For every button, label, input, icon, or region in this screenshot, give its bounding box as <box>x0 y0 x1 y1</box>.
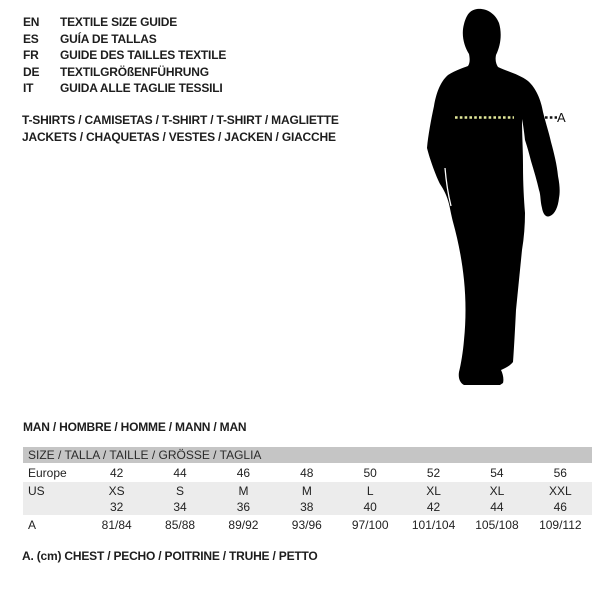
table-cell: 46 <box>553 500 567 514</box>
table-row-us-numeric <box>23 499 592 515</box>
table-cell: 89/92 <box>228 517 259 532</box>
table-cell: 36 <box>236 500 251 514</box>
table-cell: 54 <box>490 465 504 480</box>
table-cell: S <box>176 483 185 498</box>
table-cell: 38 <box>300 500 314 514</box>
table-cell: 109/112 <box>539 517 582 532</box>
row-label: Europe <box>28 465 67 480</box>
category-tshirts: T-SHIRTS / CAMISETAS / T-SHIRT / T-SHIRT / MAGLIETTE <box>22 113 339 127</box>
row-label: US <box>28 483 45 498</box>
table-cell: XL <box>426 483 441 498</box>
table-cell: L <box>366 483 374 498</box>
category-jackets: JACKETS / CHAQUETAS / VESTES / JACKEN / GIACCHE <box>22 129 336 144</box>
language-row-it <box>23 80 226 97</box>
table-row-chest-cm <box>23 515 592 534</box>
language-code: EN <box>23 15 40 29</box>
table-cell: 85/88 <box>165 517 196 532</box>
table-cell: 101/104 <box>411 517 456 532</box>
language-row-de <box>23 64 226 81</box>
table-row-europe <box>23 463 592 482</box>
table-cell: XS <box>108 483 125 498</box>
size-table-header: SIZE / TALLA / TAILLE / GRÖSSE / TAGLIA <box>23 447 592 463</box>
language-code: ES <box>23 31 39 46</box>
language-title: TEXTILE SIZE GUIDE <box>60 15 178 29</box>
language-row-fr <box>23 47 226 64</box>
table-cell: XL <box>489 483 505 498</box>
table-cell: 34 <box>173 500 187 514</box>
table-cell: 44 <box>173 465 187 480</box>
language-title: TEXTILGRÖßENFÜHRUNG <box>60 64 209 79</box>
table-cell: 42 <box>426 500 441 514</box>
language-list <box>23 14 226 97</box>
table-cell: 81/84 <box>101 517 132 532</box>
row-label: A <box>28 517 37 532</box>
table-cell: 32 <box>110 500 124 514</box>
language-code: IT <box>23 81 34 95</box>
table-cell: 52 <box>426 465 441 480</box>
language-code: DE <box>23 64 40 79</box>
language-row-en <box>23 14 226 31</box>
category-list <box>22 112 339 145</box>
table-cell: 48 <box>300 465 314 480</box>
chest-measure-note: A. (cm) CHEST / PECHO / POITRINE / TRUHE / PETTO <box>22 549 318 563</box>
language-title: GUIDE DES TAILLES TEXTILE <box>60 48 227 62</box>
language-title: GUIDA ALLE TAGLIE TESSILI <box>60 81 223 95</box>
table-cell: 97/100 <box>351 517 389 532</box>
table-cell: M <box>301 483 312 498</box>
table-cell: 105/108 <box>475 517 519 532</box>
size-table <box>23 447 592 534</box>
table-cell: XXL <box>548 483 572 498</box>
table-cell: 56 <box>553 465 567 480</box>
table-cell: M <box>238 483 249 498</box>
man-silhouette <box>427 9 560 385</box>
measure-label-a: A <box>557 110 566 125</box>
language-title: GUÍA DE TALLAS <box>60 31 157 46</box>
table-cell: 42 <box>110 465 124 480</box>
table-cell: 93/96 <box>291 517 322 532</box>
table-cell: 50 <box>363 465 377 480</box>
table-row-us <box>23 482 592 499</box>
table-cell: 40 <box>363 500 377 514</box>
section-header-man: MAN / HOMBRE / HOMME / MANN / MAN <box>23 420 247 434</box>
language-row-es <box>23 31 226 48</box>
table-cell: 46 <box>236 465 251 480</box>
language-code: FR <box>23 48 39 62</box>
table-cell: 44 <box>490 500 504 514</box>
us-size-band <box>23 482 592 515</box>
